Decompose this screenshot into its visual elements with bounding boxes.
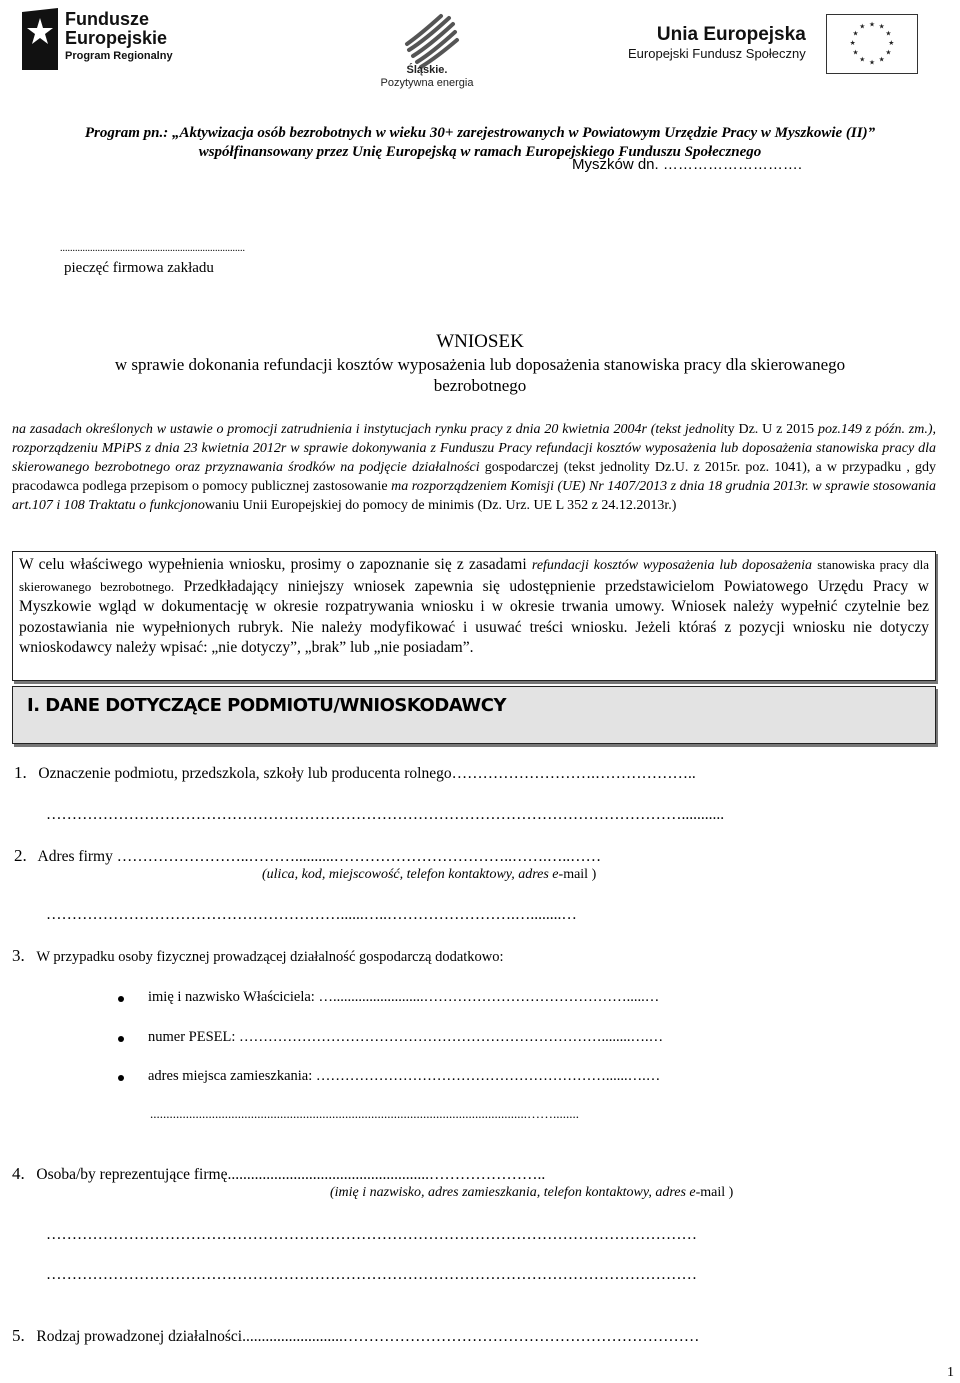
field-4[interactable] — [12, 1164, 545, 1184]
slaskie-text: Śląskie. Pozytywna energia — [380, 64, 474, 89]
field-3-pesel[interactable]: numer PESEL: …………………………………………………………………........….… — [148, 1029, 664, 1045]
field-3-owner-name[interactable]: imię i nazwisko Właściciela: ….........................…………………………………….....… — [148, 989, 660, 1005]
svg-text:★: ★ — [852, 48, 859, 57]
svg-text:★: ★ — [859, 22, 866, 31]
slaskie-logo — [395, 10, 465, 72]
svg-text:★: ★ — [878, 55, 885, 64]
field-4-dots[interactable]: ....................................................………………….. — [227, 1166, 546, 1183]
field-5-dots[interactable]: ..........................…………………………………………………………… — [242, 1328, 700, 1345]
program-line-1: Program pn.: „Aktywizacja osób bezrobotnych w wieku 30+ zarejestrowanych w Powiatowym Urzędzie Pracy w Myszkowie (II)” — [84, 125, 876, 141]
field-2-hint: (ulica, kod, miejscowość, telefon kontaktowy, adres e-mail ) — [262, 867, 597, 882]
field-3 — [12, 946, 504, 966]
svg-text:★: ★ — [852, 29, 859, 38]
field-4-hint: (imię i nazwisko, adres zamieszkania, telefon kontaktowy, adres e-mail ) — [330, 1185, 734, 1200]
bullet-icon — [118, 1075, 124, 1081]
field-4-label: Osoba/by reprezentujące firmę — [36, 1166, 228, 1183]
svg-text:★: ★ — [885, 48, 892, 57]
svg-text:★: ★ — [878, 22, 885, 31]
svg-text:★: ★ — [888, 38, 895, 47]
field-1[interactable] — [14, 763, 696, 783]
program-line-2: współfinansowany przez Unię Europejską w ramach Europejskiego Funduszu Społecznego — [198, 144, 762, 160]
svg-text:★: ★ — [868, 58, 876, 67]
field-2[interactable] — [14, 846, 601, 866]
field-2-dots[interactable]: ……………………..………..........……………………………..…….…..…… — [116, 848, 602, 865]
document-title: WNIOSEK — [436, 331, 524, 352]
field-3-label: W przypadku osoby fizycznej prowadzącej działalność gospodarczą dodatkowo: — [36, 949, 504, 965]
section-header — [12, 686, 936, 744]
bullet-icon — [118, 996, 124, 1002]
eu-flag-icon — [826, 14, 918, 74]
svg-text:★: ★ — [859, 55, 866, 64]
instructions-box — [12, 551, 936, 681]
field-3-address[interactable]: adres miejsca zamieszkania: ……………………………………………………......….… — [148, 1068, 661, 1084]
field-3-address-line-2[interactable]: ....................................................................................................................……........ — [150, 1106, 579, 1121]
field-5-number: 5. — [12, 1326, 25, 1345]
svg-text:★: ★ — [868, 20, 876, 29]
field-1-number: 1. — [14, 763, 27, 782]
svg-text:★: ★ — [885, 29, 892, 38]
legal-basis: na zasadach określonych w ustawie o promocji zatrudnienia i instytucjach rynku pracy z dnia 20 kwietnia 2004r (tekst jednolity Dz. U z 2015 poz.149 z późn. zm.), rozporządzeniu MPiPS z dnia 23 kwietnia 2012r w sprawie dokonywania z Funduszu Pracy refundacji kosztów wyposażenia lub doposażenia stanowiska pracy dla skierowanego bezrobotnego oraz przyznawania środków na podjęcie działalności gospodarczej (tekst jednolity Dz.U. z 2015r. poz. 1041), a w przypadku , gdy pracodawca podlega przepisom o pomocy publicznej zastosowanie ma rozporządzeniem Komisji (UE) Nr 1407/2013 z dnia 18 grudnia 2013r. w sprawie stosowania art.107 i 108 Traktatu o funkcjonowaniu Unii Europejskiej do pomocy de minimis (Dz. Urz. UE L 352 z 24.12.2013r.) — [12, 422, 937, 513]
field-1-line-2[interactable]: ……………………………………………………………………………………………………………........... — [46, 806, 725, 823]
field-1-dots[interactable]: ……………………….……………….. — [451, 765, 696, 782]
field-4-line-3[interactable]: ……………………………………………………………………………………………………………… — [46, 1266, 697, 1283]
field-4-number: 4. — [12, 1164, 25, 1183]
document-subtitle: w sprawie dokonania refundacji kosztów wyposażenia lub doposażenia stanowiska pracy dla skierowanego bezrobotnego — [114, 355, 846, 395]
field-4-line-2[interactable]: ……………………………………………………………………………………………………………… — [46, 1226, 697, 1243]
eu-logo-text: Unia Europejska Europejski Fundusz Społeczny — [628, 24, 806, 61]
fundusze-europejskie-text: Fundusze Europejskie Program Regionalny — [65, 9, 173, 62]
instructions-text: W celu właściwego wypełnienia wniosku, prosimy o zapoznanie się z zasadami refundacji kosztów wyposażenia lub doposażenia stanowiska pracy dla skierowanego bezrobotnego. Przedkładający niniejszy wniosek zapewnia się udostępnienie przedstawicielom Powiatowego Urzędu Pracy w Myszkowie wgląd w dokumentację w okresie rozpatrywania wniosku i w okresie trwania umowy. Wniosek należy wypełnić czytelnie bez pozostawiania nie wypełnionych rubryk. Nie należy modyfikować i usuwać treści wniosku. Jeżeli któraś z pozycji wniosku nie dotyczy wnioskodawcy należy wpisać: „nie dotyczy”, „brak” lub „nie posiadam”. — [19, 556, 930, 656]
svg-text:★: ★ — [849, 38, 856, 47]
stamp-label: pieczęć firmowa zakładu — [64, 260, 214, 276]
city-date-line[interactable]: Myszków dn. ………………………. — [572, 156, 803, 173]
field-1-label: Oznaczenie podmiotu, przedszkola, szkoły lub producenta rolnego — [38, 765, 452, 782]
page-number: 1 — [947, 1365, 954, 1380]
field-2-number: 2. — [14, 846, 27, 865]
field-2-label: Adres firmy — [37, 848, 113, 865]
field-2-line-2[interactable]: …………………………………………………......…..…………………….…........… — [46, 906, 577, 923]
stamp-dots: .......................................................................... — [60, 243, 245, 254]
field-3-number: 3. — [12, 946, 25, 965]
bullet-icon — [118, 1036, 124, 1042]
field-5[interactable] — [12, 1326, 699, 1346]
field-5-label: Rodzaj prowadzonej działalności — [36, 1328, 243, 1345]
section-title: I. DANE DOTYCZĄCE PODMIOTU/WNIOSKODAWCY — [27, 695, 506, 716]
